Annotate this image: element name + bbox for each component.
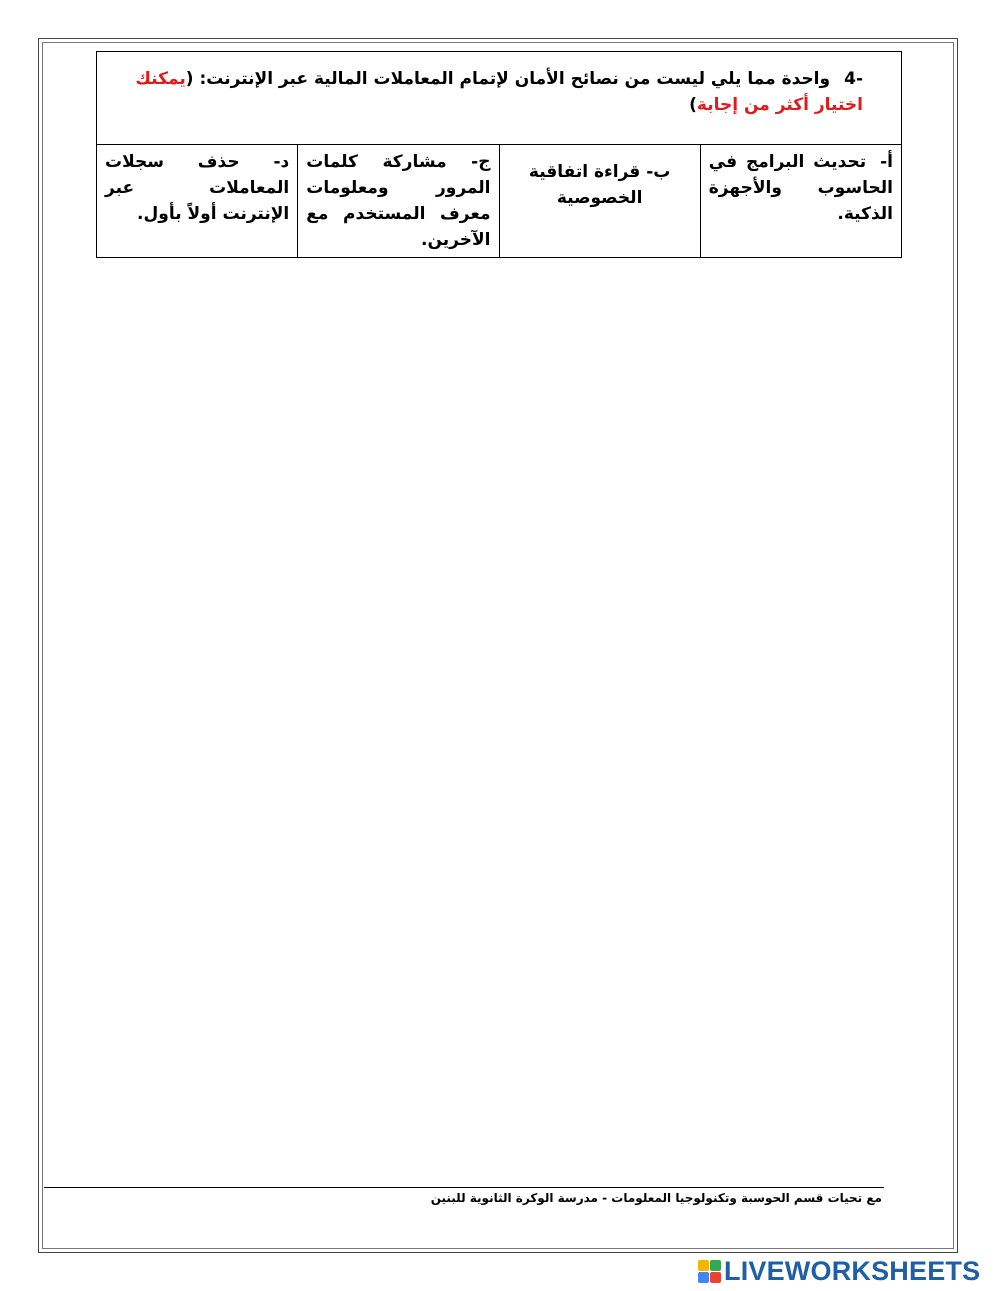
liveworksheets-brand[interactable] <box>698 1256 980 1286</box>
question-row <box>97 52 902 145</box>
option-b-text: ب- قراءة اتفاقية الخصوصية <box>528 162 671 208</box>
question-cell <box>97 52 902 145</box>
question-paren-open: ( <box>185 69 200 89</box>
logo-square-3 <box>698 1272 709 1283</box>
option-a-text: تحديث البرامج في الحاسوب والأجهزة الذكية. <box>708 152 893 224</box>
logo-square-4 <box>710 1272 721 1283</box>
footer-text: مع تحيات قسم الحوسبة وتكنولوجيا المعلومات - مدرسة الوكرة الثانوية للبنين <box>430 1191 882 1205</box>
option-c[interactable] <box>298 145 499 258</box>
question-text: واحدة مما يلي ليست من نصائح الأمان لإتمام المعاملات المالية عبر الإنترنت: <box>199 69 831 89</box>
question-note: يمكنك اختيار أكثر من إجابة <box>135 69 863 115</box>
option-a-letter: أ- <box>880 152 893 172</box>
option-b[interactable] <box>499 145 700 258</box>
option-d-text: د- حذف سجلات المعاملات عبر الإنترنت أولاً بأول. <box>105 152 290 224</box>
option-c-text: ج- مشاركة كلمات المرور ومعلومات معرف المستخدم مع الآخرين. <box>306 152 491 250</box>
question-table <box>96 51 902 258</box>
brand-name: LIVEWORKSHEETS <box>724 1256 981 1286</box>
option-d[interactable] <box>97 145 298 258</box>
logo-square-2 <box>710 1260 721 1271</box>
question-paren-close: ) <box>689 95 697 115</box>
options-row <box>97 145 902 258</box>
liveworksheets-logo-icon <box>698 1260 721 1283</box>
footer-divider <box>44 1187 884 1188</box>
question-number: -4 <box>844 69 863 89</box>
logo-square-1 <box>698 1260 709 1271</box>
option-a[interactable] <box>700 145 901 258</box>
